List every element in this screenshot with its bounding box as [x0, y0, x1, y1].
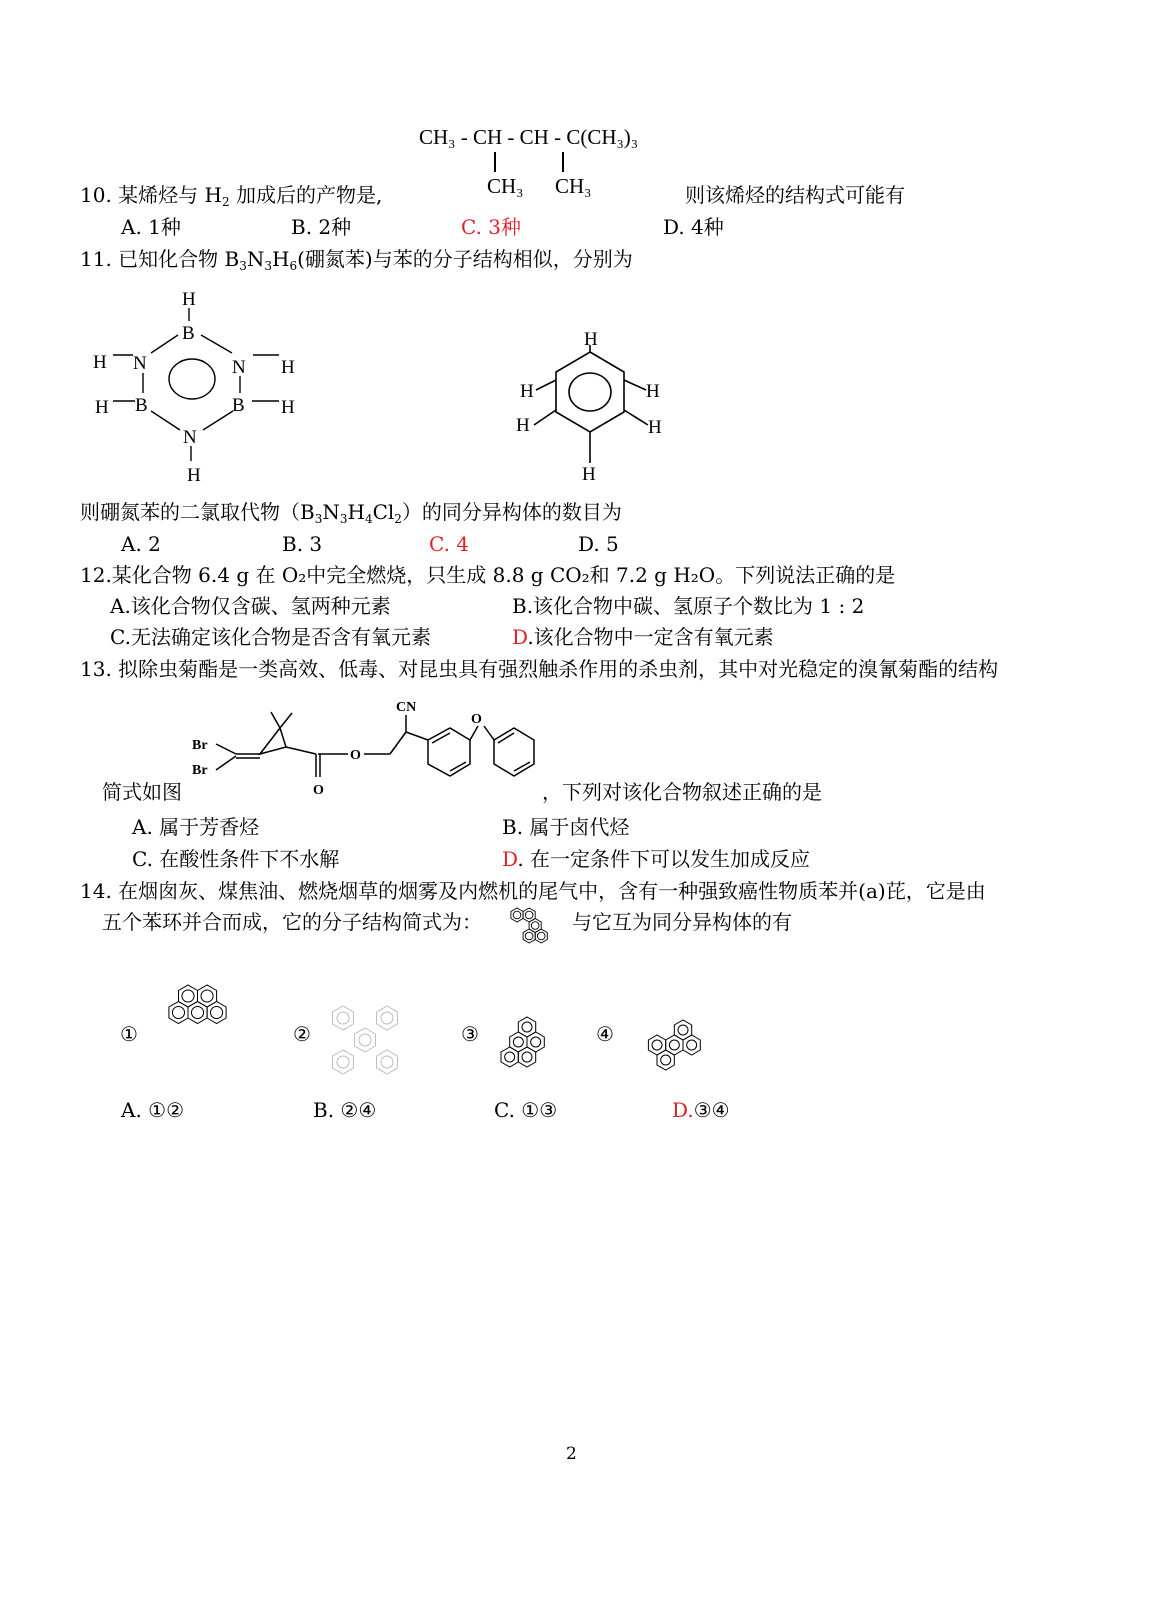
aromatic-circle: [669, 1040, 679, 1050]
borazine-atom-n-right: N: [232, 357, 246, 378]
hexagon-ring: [377, 1006, 398, 1030]
q14-option-d: D.③④: [672, 1098, 730, 1122]
aromatic-circle: [525, 911, 533, 919]
aromatic-circle: [182, 990, 194, 1002]
q10-stem: 10. 某烯烃与 $H_2$ 加成后的产物是,: [80, 183, 383, 209]
aromatic-circle: [522, 1022, 532, 1032]
q14-stem-2a: 五个苯环并合而成，它的分子结构简式为：: [102, 910, 482, 934]
struct-o-ester: O: [350, 748, 361, 763]
benzene-h-top: H: [584, 329, 598, 350]
q10-option-a: A. 1种: [121, 215, 181, 239]
aromatic-circle: [525, 932, 533, 940]
q12-option-b: B.该化合物中碳、氢原子个数比为 1 : 2: [512, 594, 865, 618]
hexagon-ring: [188, 1002, 207, 1024]
deltamethrin-structure: [188, 692, 538, 802]
hexagon-ring: [501, 1047, 518, 1067]
struct-br-1: Br: [192, 738, 208, 753]
q14-option-c: C. ①③: [494, 1098, 558, 1122]
q10-option-c: C. 3种: [461, 215, 522, 239]
borazine-atom-n-bottom: N: [183, 427, 197, 448]
aromatic-circle: [513, 911, 521, 919]
candidate-label-4: ④: [596, 1022, 614, 1046]
q12-option-c: C.无法确定该化合物是否含有氧元素: [110, 625, 431, 649]
q10-branch-bonds: [480, 150, 580, 175]
q11-option-c: C. 4: [429, 532, 470, 556]
q13-stem-2a: 简式如图: [102, 780, 182, 804]
candidate-label-1: ①: [120, 1022, 138, 1046]
q10-option-d: D. 4种: [663, 215, 724, 239]
aromatic-circle: [652, 1040, 662, 1050]
aromatic-circle: [505, 1052, 515, 1062]
aromatic-circle: [522, 1052, 532, 1062]
hexagon-ring: [377, 1050, 398, 1074]
hexagon-ring: [333, 1050, 354, 1074]
q14-stem-2b: 与它互为同分异构体的有: [572, 910, 792, 934]
q13-stem: 13. 拟除虫菊酯是一类高效、低毒、对昆虫具有强烈触杀作用的杀虫剂，其中对光稳定的溴氰菊酯的结构: [80, 657, 999, 681]
borazine-atom-b-left: B: [135, 395, 148, 416]
borazine-atom-n-left: N: [133, 353, 147, 374]
benzo-a-pyrene-structure: [505, 903, 575, 968]
candidate-label-2: ②: [293, 1022, 311, 1046]
struct-br-2: Br: [192, 763, 208, 778]
borazine-atom-h-left2: H: [95, 397, 109, 418]
q13-option-d: D. 在一定条件下可以发生加成反应: [502, 847, 811, 871]
q11-stem: 11. 已知化合物 $B_3N_3H_6$(硼氮苯)与苯的分子结构相似，分别为: [80, 247, 633, 273]
q13-option-b: B. 属于卤代烃: [502, 815, 630, 839]
aromatic-circle: [211, 1006, 223, 1018]
aromatic-circle: [172, 1006, 184, 1018]
borazine-atom-b-right: B: [232, 395, 245, 416]
borazine-atom-h-left1: H: [93, 352, 107, 373]
q12-stem: 12.某化合物 6.4 g 在 O₂中完全燃烧，只生成 8.8 g CO₂和 7.2 g H₂O。下列说法正确的是: [80, 563, 896, 587]
q10-stem-tail: 则该烯烃的结构式可能有: [685, 183, 905, 207]
aromatic-circle: [661, 1055, 671, 1065]
hexagon-ring: [207, 1002, 226, 1024]
hexagon-ring: [657, 1050, 674, 1070]
benzene-h-right2: H: [648, 417, 662, 438]
aromatic-circle: [359, 1034, 371, 1046]
struct-o-carbonyl: O: [313, 783, 324, 798]
q10-option-b: B. 2种: [291, 215, 352, 239]
hexagon-ring: [683, 1035, 700, 1055]
candidate-structure-3: [492, 1015, 562, 1085]
benzene-structure: [510, 325, 680, 490]
q12-option-d: D.该化合物中一定含有氧元素: [512, 625, 774, 649]
candidate-structure-4: [628, 1018, 713, 1078]
borazine-atom-h-right1: H: [281, 357, 295, 378]
borazine-atom-b-top: B: [182, 323, 195, 344]
aromatic-circle: [337, 1012, 349, 1024]
aromatic-circle: [687, 1040, 697, 1050]
q14-option-a: A. ①②: [121, 1098, 185, 1122]
q13-stem-2b: ，下列对该化合物叙述正确的是: [542, 780, 822, 804]
candidate-structure-1: [155, 980, 250, 1040]
benzene-h-left2: H: [516, 415, 530, 436]
q13-option-c: C. 在酸性条件下不水解: [132, 847, 340, 871]
benzene-h-right1: H: [646, 381, 660, 402]
q13-option-a: A. 属于芳香烃: [132, 815, 260, 839]
aromatic-circle: [531, 922, 539, 930]
aromatic-circle: [537, 932, 545, 940]
q11-option-d: D. 5: [578, 532, 619, 556]
q14-stem: 14. 在烟囱灰、煤焦油、燃烧烟草的烟雾及内燃机的尾气中，含有一种强致癌性物质苯并(a)芘，它是由: [80, 879, 986, 903]
borazine-structure: [85, 283, 315, 493]
borazine-atom-h-right2: H: [281, 397, 295, 418]
aromatic-circle: [531, 1037, 541, 1047]
page-number: 2: [566, 1444, 577, 1464]
aromatic-circle: [381, 1012, 393, 1024]
q10-formula-main: CH₃ - CH - CH - C(CH₃)₃: [419, 125, 639, 149]
aromatic-circle: [191, 1006, 203, 1018]
candidate-structure-2: [325, 1000, 405, 1085]
q11-option-b: B. 3: [282, 532, 323, 556]
benzene-h-bottom: H: [582, 464, 596, 485]
aromatic-circle: [381, 1056, 393, 1068]
q12-option-a: A.该化合物仅含碳、氢两种元素: [110, 594, 391, 618]
borazine-atom-h-top: H: [182, 289, 196, 310]
candidate-label-3: ③: [461, 1022, 479, 1046]
hexagon-ring: [333, 1006, 354, 1030]
aromatic-circle: [513, 1037, 523, 1047]
struct-cn: CN: [396, 700, 417, 715]
hexagon-ring: [355, 1028, 376, 1052]
q10-branch-1: CH₃: [487, 174, 524, 198]
q10-branch-2: CH₃: [555, 174, 592, 198]
borazine-atom-h-bottom: H: [187, 465, 201, 486]
q11-follow: 则硼氮苯的二氯取代物$(B_3N_3H_4Cl_2)$的同分异构体的数目为: [80, 500, 622, 526]
q11-option-a: A. 2: [121, 532, 161, 556]
aromatic-circle: [337, 1056, 349, 1068]
hexagon-ring: [518, 1047, 535, 1067]
aromatic-circle: [678, 1025, 688, 1035]
aromatic-circle: [201, 990, 213, 1002]
q14-option-b: B. ②④: [313, 1098, 377, 1122]
struct-o-ether: O: [471, 712, 482, 727]
hexagon-ring: [169, 1002, 188, 1024]
benzene-h-left1: H: [520, 381, 534, 402]
